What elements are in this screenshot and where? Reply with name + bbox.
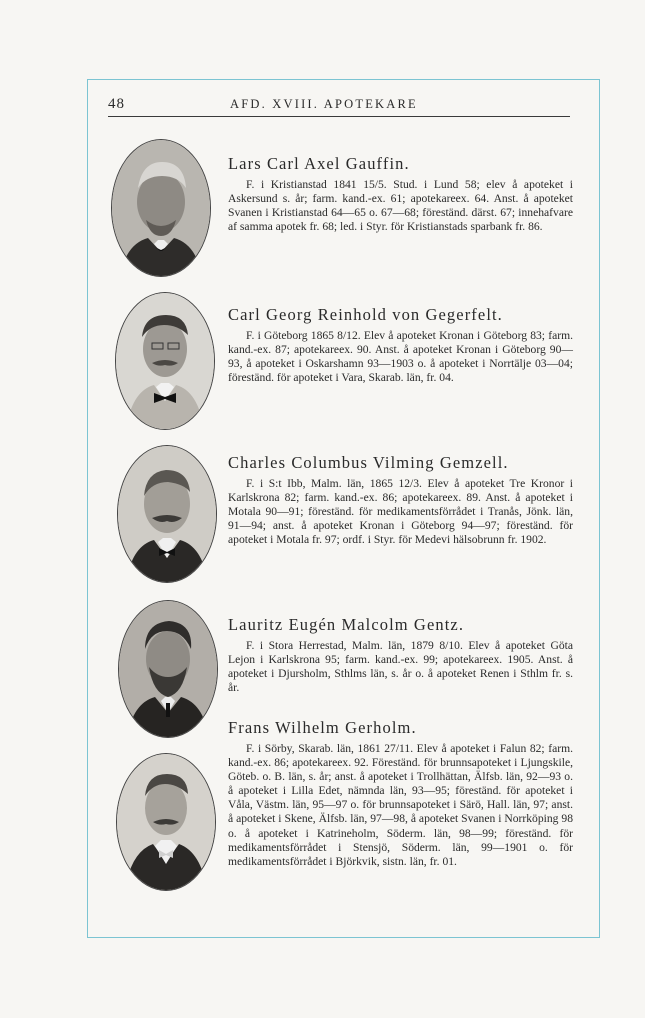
entry-name: Frans Wilhelm Gerholm. xyxy=(228,718,417,737)
portrait-gentz xyxy=(118,600,218,738)
portrait-gegerfelt xyxy=(115,292,215,430)
entry-bio: F. i S:t Ibb, Malm. län, 1865 12/3. Elev å apoteket Tre Kronor i Karlskrona 82; farm. kand.-ex. 86; apotekareex. 89. Anst. å apoteket i Motala 90—91; föreständ. för medikamentsförrådet i Tranås, Jönk. län, 91—94; anst. å apoteket Kronan i Göteborg 94—97; föreständ. för apoteket i Motala fr. 97; ordf. i Styr. för Medevi hälsobrunn fr. 1902. xyxy=(228,477,573,547)
entry-bio: F. i Sörby, Skarab. län, 1861 27/11. Elev å apoteket i Falun 82; farm. kand.-ex. 86; apotekareex. 92. Föreständ. för brunnsapoteket i Ljungskile, Göteb. o. B. län, s. år; anst. å apoteket i Trollhättan, Älfsb. län, 92—93 o. å apoteket i Lilla Edet, nämnda län, 93—95; föreständ. för apoteket i Våla, Västm. län, 95—97 o. för brunnsapoteket i Särö, Hall. län, 97; anst. å apoteket i Skene, Älfsb. län, 97—98, å apoteket Svanen i Norrköping 98 o. å apoteket i Katrineholm, Söderm. län, 98—99; föreständ. för medikamentsförrådet i Stensjö, Söderm. län, 99—1901 o. för medikamentsförrådet i Björkvik, sistn. län, fr. 01. xyxy=(228,742,573,868)
page-number: 48 xyxy=(108,96,125,112)
entry-gemzell xyxy=(228,453,573,547)
portrait-gemzell xyxy=(117,445,217,583)
portrait-gauffin xyxy=(111,139,211,277)
entry-bio: F. i Stora Herrestad, Malm. län, 1879 8/10. Elev å apoteket Göta Lejon i Karlskrona 95; farm. kand.-ex. 99; apotekareex. 1905. Anst. å apoteket i Djursholm, Sthlms län, s. år o. å apoteket Renen i Sthlm fr. s. år. xyxy=(228,639,573,695)
section-title: AFD. XVIII. APOTEKARE xyxy=(230,97,418,111)
entry-gentz xyxy=(228,615,573,695)
running-header xyxy=(108,96,570,116)
entry-bio: F. i Göteborg 1865 8/12. Elev å apoteket Kronan i Göteborg 83; farm. kand.-ex. 87; apotekareex. 90. Anst. å apoteket Kronan i Göteborg 90—93, å apoteket i Oskarshamn 93—1903 o. å apoteket i Norrtälje 03—04; föreständ. för apoteket i Vara, Skarab. län, fr. 04. xyxy=(228,329,573,385)
entry-name: Charles Columbus Vilming Gemzell. xyxy=(228,453,509,472)
entry-name: Carl Georg Reinhold von Gegerfelt. xyxy=(228,305,503,324)
entry-gerholm xyxy=(228,718,573,869)
entry-name: Lauritz Eugén Malcolm Gentz. xyxy=(228,615,465,634)
entry-gegerfelt xyxy=(228,305,573,385)
entry-bio: F. i Kristianstad 1841 15/5. Stud. i Lund 58; elev å apoteket i Askersund s. år; farm. kand.-ex. 61; apotekareex. 64. Anst. å apoteket Svanen i Kristianstad 64—65 o. 67—68; föreständ. därst. 67; innehafvare af samma apotek fr. 68; led. i Styr. för Kristianstads sparbank fr. 86. xyxy=(228,178,573,234)
portrait-gerholm xyxy=(116,753,216,891)
header-rule xyxy=(108,116,570,117)
entry-name: Lars Carl Axel Gauffin. xyxy=(228,154,410,173)
entry-gauffin xyxy=(228,154,573,234)
